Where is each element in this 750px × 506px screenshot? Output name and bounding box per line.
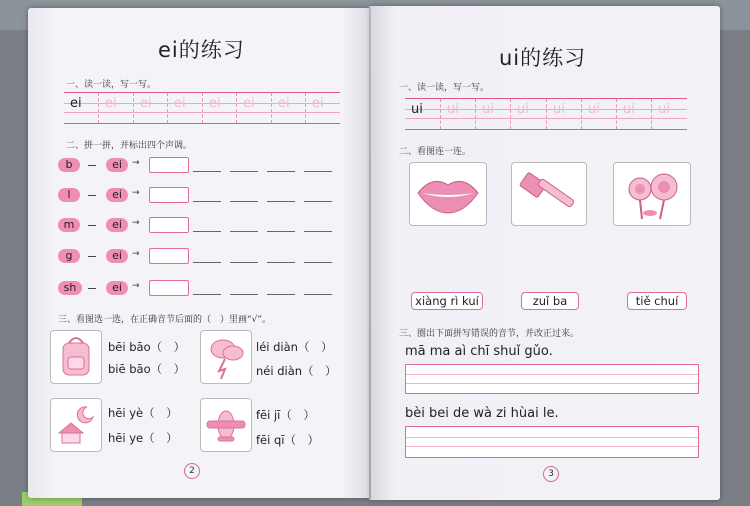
- answer-line[interactable]: [193, 294, 221, 295]
- section-heading: 一、读一读，写一写。: [399, 83, 490, 93]
- grid-cell: ei: [202, 93, 203, 123]
- answer-line[interactable]: [267, 201, 295, 202]
- dash: [88, 288, 96, 289]
- lips-icon: [410, 163, 486, 225]
- answer-box[interactable]: [149, 280, 189, 296]
- left-page: [28, 8, 370, 498]
- section-heading: 二、拼一拼，并标出四个声调。: [66, 141, 193, 151]
- initial-pill: sh: [58, 281, 82, 295]
- sunflower-picture[interactable]: [613, 162, 691, 226]
- answer-line[interactable]: [304, 231, 332, 232]
- final-pill: ei: [106, 218, 128, 232]
- initial-pill: l: [58, 188, 80, 202]
- answer-line[interactable]: [304, 294, 332, 295]
- right-page: [371, 6, 720, 500]
- answer-line[interactable]: [230, 231, 258, 232]
- airplane-picture: [200, 398, 252, 452]
- backpack-picture: [50, 330, 102, 384]
- page-number: 3: [543, 466, 559, 482]
- answer-box[interactable]: [149, 248, 189, 264]
- answer-line[interactable]: [267, 231, 295, 232]
- writing-grid: ei ei ei ei ei ei ei ei: [64, 92, 340, 124]
- answer-box[interactable]: [149, 217, 189, 233]
- choice-option[interactable]: hēi yè（ ）: [108, 406, 178, 420]
- answer-writing-box[interactable]: [405, 426, 699, 458]
- grid-cell: ui: [475, 99, 476, 129]
- answer-box[interactable]: [149, 157, 189, 173]
- answer-line[interactable]: [230, 262, 258, 263]
- answer-line[interactable]: [193, 201, 221, 202]
- choice-option[interactable]: hēi ye（ ）: [108, 431, 178, 445]
- answer-line[interactable]: [193, 231, 221, 232]
- choice-option[interactable]: néi diàn（ ）: [256, 364, 337, 378]
- section-heading: 三、看图选一选，在正确音节后面的（ ）里画“√”。: [58, 315, 272, 325]
- answer-line[interactable]: [193, 171, 221, 172]
- pinyin-tag[interactable]: zuǐ ba: [521, 292, 579, 310]
- answer-box[interactable]: [149, 187, 189, 203]
- grid-cell: ui: [510, 99, 511, 129]
- grid-cell: ui: [616, 99, 617, 129]
- dash: [88, 256, 96, 257]
- backpack-icon: [51, 331, 101, 383]
- choice-option[interactable]: fēi qī（ ）: [256, 433, 319, 447]
- page-title: ei的练习: [158, 38, 245, 62]
- grid-cell: ei: [133, 93, 134, 123]
- answer-line[interactable]: [267, 171, 295, 172]
- page-number: 2: [184, 463, 200, 479]
- answer-line[interactable]: [230, 294, 258, 295]
- sentence: bèi bei de wà zi hùai le.: [405, 406, 559, 421]
- pinyin-tag[interactable]: tiě chuí: [627, 292, 687, 310]
- dash: [88, 195, 96, 196]
- final-pill: ei: [106, 188, 128, 202]
- arrow-icon: →: [132, 188, 140, 198]
- answer-line[interactable]: [193, 262, 221, 263]
- cloud-lightning-icon: [201, 331, 251, 383]
- arrow-icon: →: [132, 281, 140, 291]
- final-pill: ei: [106, 158, 128, 172]
- dash: [88, 225, 96, 226]
- thunder-picture: [200, 330, 252, 384]
- answer-line[interactable]: [304, 201, 332, 202]
- house-moon-icon: [51, 399, 101, 451]
- choice-option[interactable]: léi diàn（ ）: [256, 340, 333, 354]
- arrow-icon: →: [132, 218, 140, 228]
- answer-writing-box[interactable]: [405, 364, 699, 394]
- pinyin-tag[interactable]: xiàng rì kuí: [411, 292, 483, 310]
- grid-cell: ei: [167, 93, 168, 123]
- grid-cell: ei: [236, 93, 237, 123]
- arrow-icon: →: [132, 158, 140, 168]
- grid-cell: ui: [440, 99, 441, 129]
- dash: [88, 165, 96, 166]
- lips-picture[interactable]: [409, 162, 487, 226]
- section-heading: 二、看图连一连。: [399, 147, 472, 157]
- writing-grid: ui ui ui ui ui ui ui ui: [405, 98, 687, 130]
- grid-cell: ei: [271, 93, 272, 123]
- initial-pill: g: [58, 249, 80, 263]
- answer-line[interactable]: [230, 201, 258, 202]
- hammer-icon: [512, 163, 586, 225]
- initial-pill: b: [58, 158, 80, 172]
- airplane-icon: [201, 399, 251, 451]
- grid-cell: ei: [98, 93, 99, 123]
- hammer-picture[interactable]: [511, 162, 587, 226]
- grid-cell: ui: [546, 99, 547, 129]
- choice-option[interactable]: biē bāo（ ）: [108, 362, 186, 376]
- choice-option[interactable]: fēi jī（ ）: [256, 408, 315, 422]
- night-house-picture: [50, 398, 102, 452]
- grid-cell: ui: [581, 99, 582, 129]
- answer-line[interactable]: [230, 171, 258, 172]
- grid-cell: ui: [651, 99, 652, 129]
- page-title: ui的练习: [499, 46, 587, 70]
- sentence: mā ma aì chī shuǐ gǔo.: [405, 344, 553, 359]
- section-heading: 三、圈出下面拼写错误的音节，并改正过来。: [399, 329, 580, 339]
- answer-line[interactable]: [304, 262, 332, 263]
- initial-pill: m: [58, 218, 80, 232]
- answer-line[interactable]: [304, 171, 332, 172]
- sunflower-icon: [614, 163, 690, 225]
- arrow-icon: →: [132, 249, 140, 259]
- grid-cell: ei: [305, 93, 306, 123]
- section-heading: 一、读一读，写一写。: [66, 80, 157, 90]
- answer-line[interactable]: [267, 294, 295, 295]
- final-pill: ei: [106, 281, 128, 295]
- answer-line[interactable]: [267, 262, 295, 263]
- choice-option[interactable]: bēi bāo（ ）: [108, 340, 186, 354]
- final-pill: ei: [106, 249, 128, 263]
